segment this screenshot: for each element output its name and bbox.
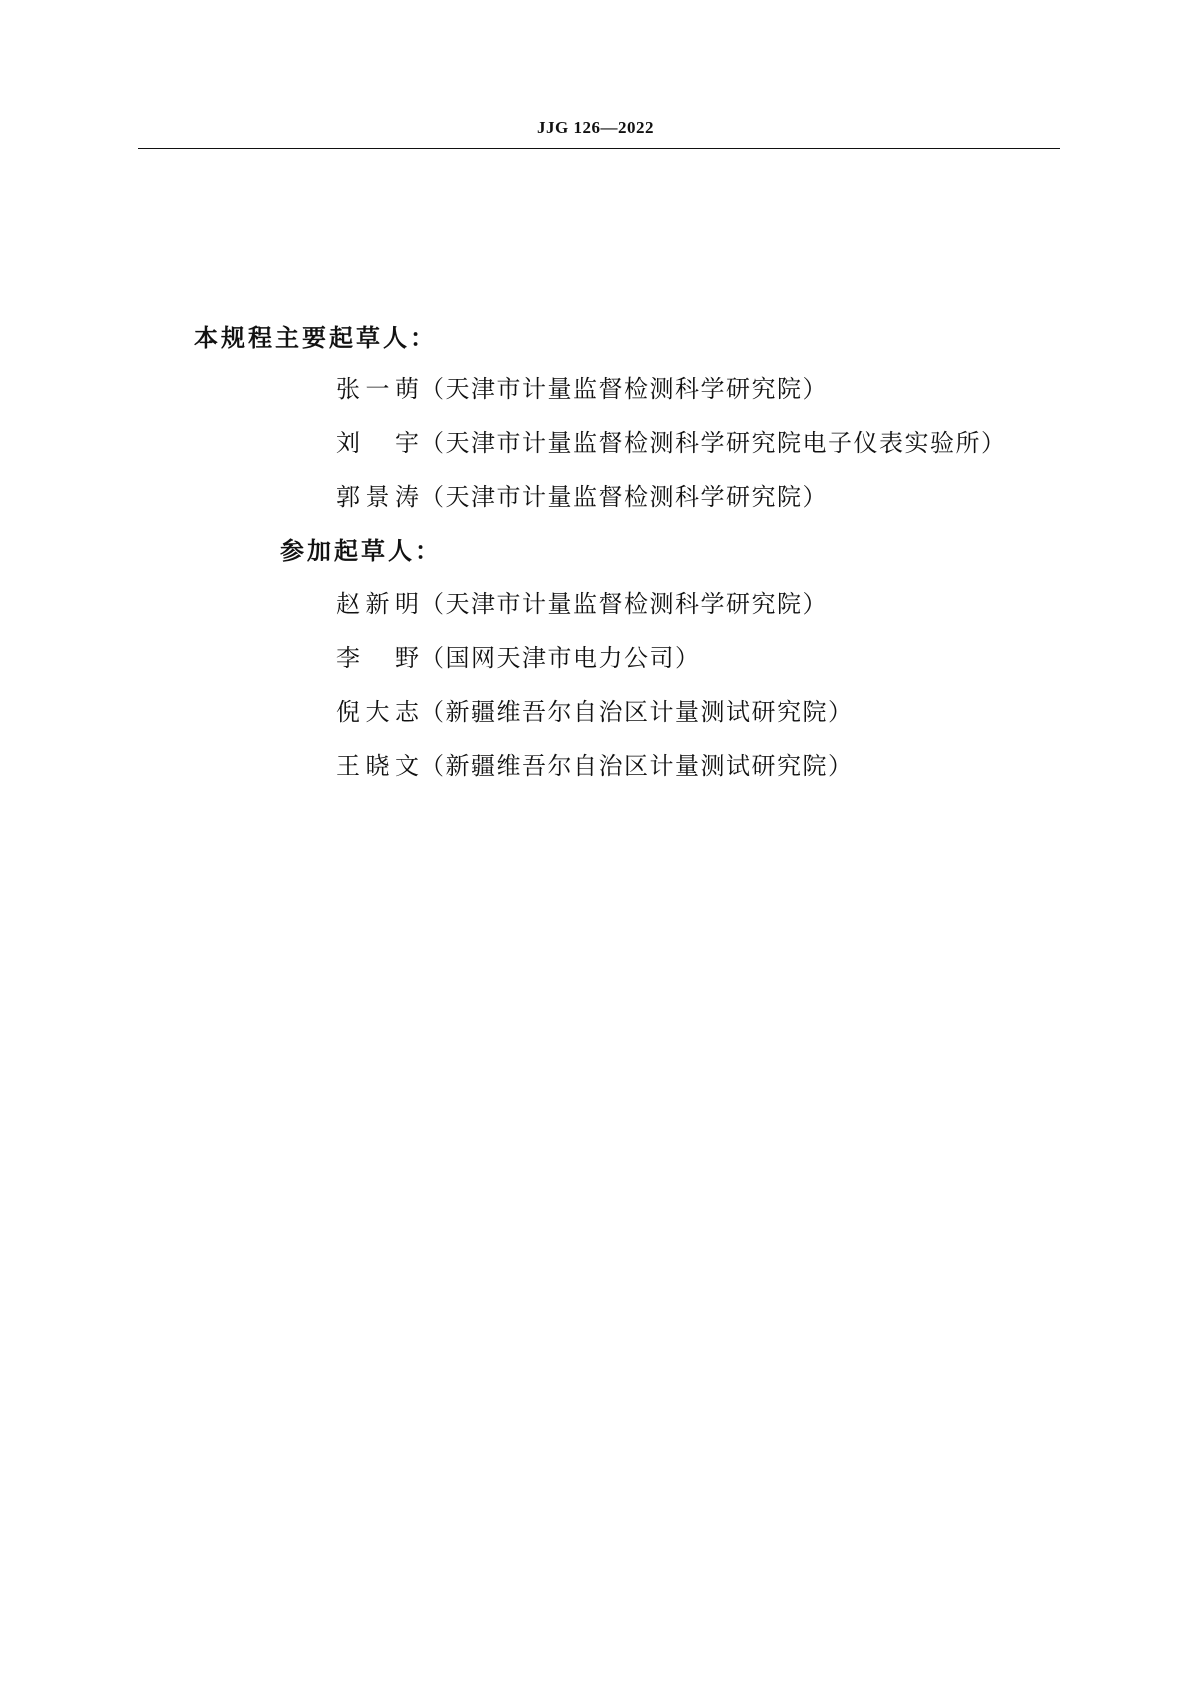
drafter-entry bbox=[336, 746, 854, 800]
drafter-affiliation: （新疆维吾尔自治区计量测试研究院） bbox=[420, 752, 854, 780]
drafter-affiliation: （天津市计量监督检测科学研究院） bbox=[420, 375, 828, 403]
drafter-name: 王晓文 bbox=[336, 752, 420, 780]
header-divider bbox=[138, 148, 1060, 149]
drafter-name: 刘 宇 bbox=[336, 429, 420, 457]
drafter-entry bbox=[336, 692, 854, 746]
drafter-affiliation: （天津市计量监督检测科学研究院） bbox=[420, 590, 828, 618]
drafter-name: 倪大志 bbox=[336, 698, 420, 726]
drafter-entry bbox=[336, 638, 854, 692]
drafter-name: 张一萌 bbox=[336, 375, 420, 403]
drafter-entry bbox=[336, 584, 854, 638]
drafter-entry bbox=[336, 477, 1007, 531]
page-header-standard-code: JJG 126—2022 bbox=[537, 118, 654, 137]
drafter-affiliation: （新疆维吾尔自治区计量测试研究院） bbox=[420, 698, 854, 726]
drafter-name: 赵新明 bbox=[336, 590, 420, 618]
drafter-affiliation: （天津市计量监督检测科学研究院电子仪表实验所） bbox=[420, 429, 1007, 457]
drafter-entry bbox=[336, 369, 1007, 423]
participating-drafters-heading: 参加起草人： bbox=[280, 537, 442, 565]
drafter-affiliation: （国网天津市电力公司） bbox=[420, 644, 701, 672]
drafter-entry bbox=[336, 423, 1007, 477]
drafter-name: 郭景涛 bbox=[336, 483, 420, 511]
main-drafters-list bbox=[336, 369, 1007, 531]
drafter-name: 李 野 bbox=[336, 644, 420, 672]
participating-drafters-list bbox=[336, 584, 854, 800]
main-drafters-heading: 本规程主要起草人： bbox=[194, 324, 437, 352]
drafter-affiliation: （天津市计量监督检测科学研究院） bbox=[420, 483, 828, 511]
